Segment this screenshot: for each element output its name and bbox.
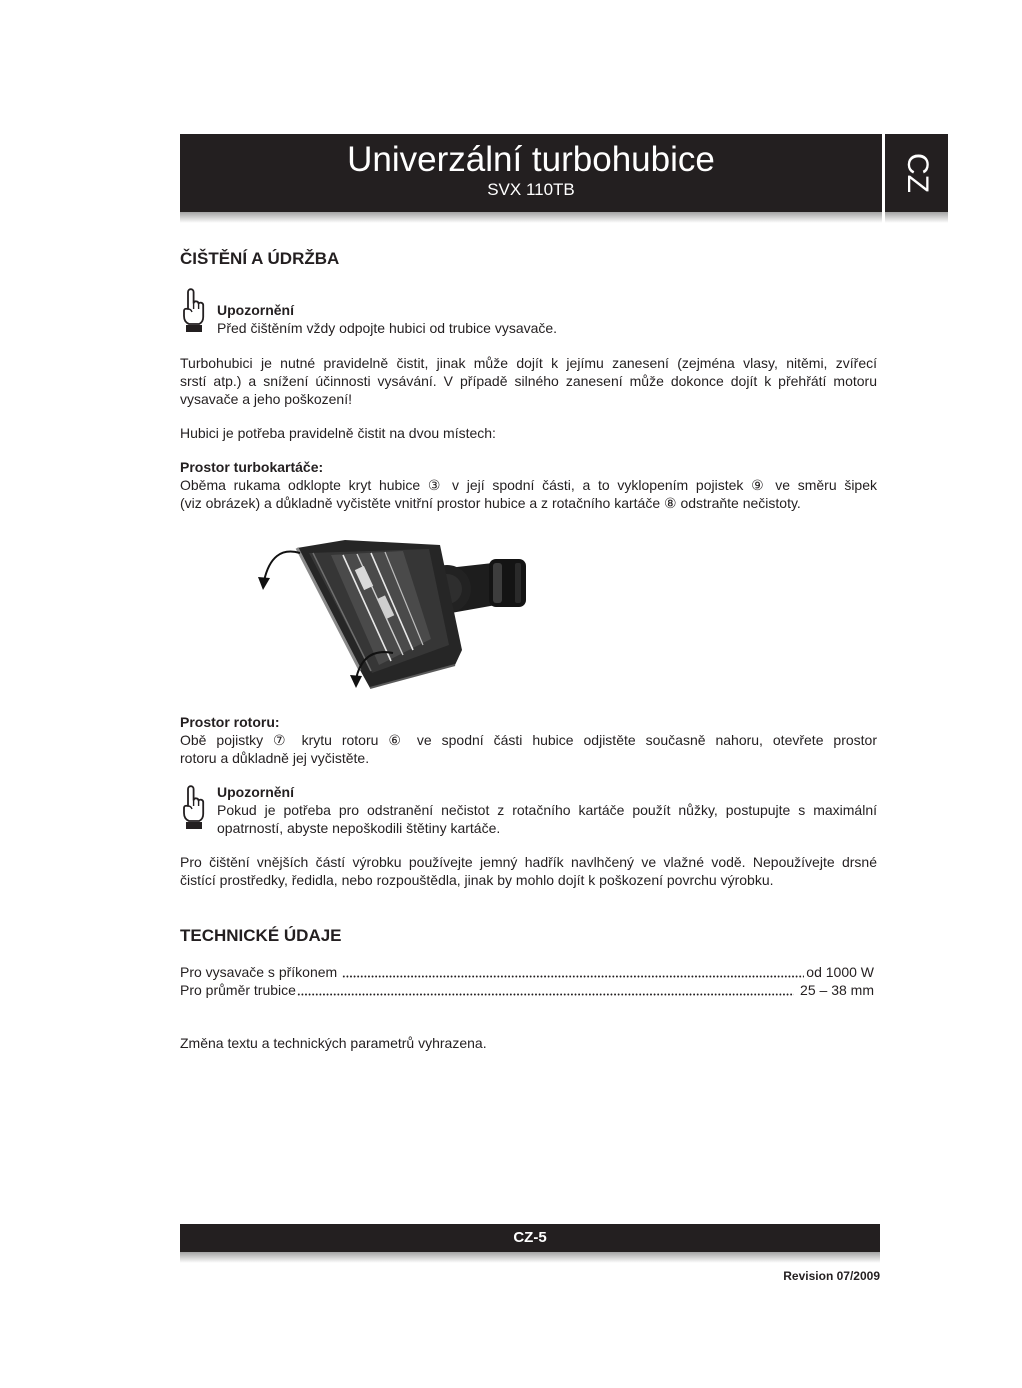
rotation-arrow-left (258, 552, 300, 590)
section-heading-specs: TECHNICKÉ ÚDAJE (180, 926, 342, 945)
spec-label: Pro vysavače s příkonem (180, 964, 342, 980)
warning-text-line: opatrností, abyste nepoškodili štětiny kartáče. (217, 820, 501, 836)
rotor-area-section (180, 713, 877, 767)
warning-title: Upozornění (217, 302, 294, 318)
pointing-hand-icon (179, 783, 207, 831)
title-banner (180, 134, 882, 212)
spec-row (180, 963, 874, 981)
language-code: CZ (900, 153, 934, 193)
subsection-title: Prostor rotoru: (180, 714, 280, 730)
warning-text: Před čištěním vždy odpojte hubici od trubice vysavače. (217, 320, 558, 336)
two-places-text: Hubici je potřeba pravidelně čistit na dvou místech: (180, 425, 496, 441)
section-heading-cleaning: ČIŠTĚNÍ A ÚDRŽBA (180, 249, 340, 268)
intro-paragraph (180, 354, 877, 408)
spec-row (180, 981, 874, 999)
warning-text-line: Pokud je potřeba pro odstranění nečistot z rotačního kartáče použít nůžky, postupujte s maximální (217, 802, 877, 818)
warning-title: Upozornění (217, 784, 294, 800)
title-banner-shadow (180, 212, 882, 223)
footer-bar-shadow (180, 1252, 880, 1263)
paragraph-line: Pro čištění vnějších částí výrobku používejte jemný hadřík navlhčený ve vlažné vodě. Nepoužívejte drsné (180, 854, 877, 870)
page-title: Univerzální turbohubice (347, 140, 715, 179)
brush-area-section (180, 458, 877, 512)
dot-leader (342, 963, 804, 981)
disclaimer-text: Změna textu a technických parametrů vyhrazena. (180, 1035, 487, 1051)
spec-label: Pro průměr trubice (180, 982, 296, 998)
pointing-hand-icon (179, 286, 207, 334)
warning-unplug (217, 301, 877, 337)
language-tab (885, 134, 948, 212)
subsection-title: Prostor turbokartáče: (180, 459, 324, 475)
exterior-cleaning-paragraph (180, 853, 877, 889)
footer-bar (180, 1224, 880, 1252)
page-number: CZ-5 (513, 1229, 547, 1246)
spec-value: 25 – 38 mm (796, 982, 874, 998)
warning-scissors (217, 783, 877, 837)
paragraph-line: rotoru a důkladně jej vyčistěte. (180, 750, 370, 766)
paragraph-line: vysavače a jeho poškození! (180, 391, 352, 407)
paragraph-line: Oběma rukama odklopte kryt hubice ③ v její spodní části, a to vyklopením pojistek ⑨ ve směru šipek (180, 477, 877, 493)
paragraph-line: srstí atp.) a snížení účinnosti vysávání. V případě silného zanesení může dokonce dojít k přehřátí motoru (180, 373, 877, 389)
paragraph-line: čistící prostředky, ředidla, nebo rozpouštědla, jinak by mohlo dojít k poškození povrchu výrobku. (180, 872, 774, 888)
language-tab-shadow (885, 212, 948, 223)
specs-table (180, 963, 874, 999)
paragraph-line: Turbohubici je nutné pravidelně čistit, jinak může dojít k jejímu zanesení (zejména vlasy, nitěmi, zvířecí (180, 355, 877, 371)
paragraph-line: Obě pojistky ⑦ krytu rotoru ⑥ ve spodní části hubice odjistěte současně nahoru, otevřete prostor (180, 732, 877, 748)
nozzle-cleaning-photo (253, 533, 528, 693)
spec-value: od 1000 W (806, 964, 874, 980)
nozzle-body (297, 540, 462, 688)
paragraph-line: (viz obrázek) a důkladně vyčistěte vnitřní prostor hubice a z rotačního kartáče ⑧ odstraňte nečistoty. (180, 495, 801, 511)
revision-label: Revision 07/2009 (783, 1269, 880, 1283)
model-number: SVX 110TB (487, 180, 575, 199)
dot-leader (297, 981, 794, 999)
